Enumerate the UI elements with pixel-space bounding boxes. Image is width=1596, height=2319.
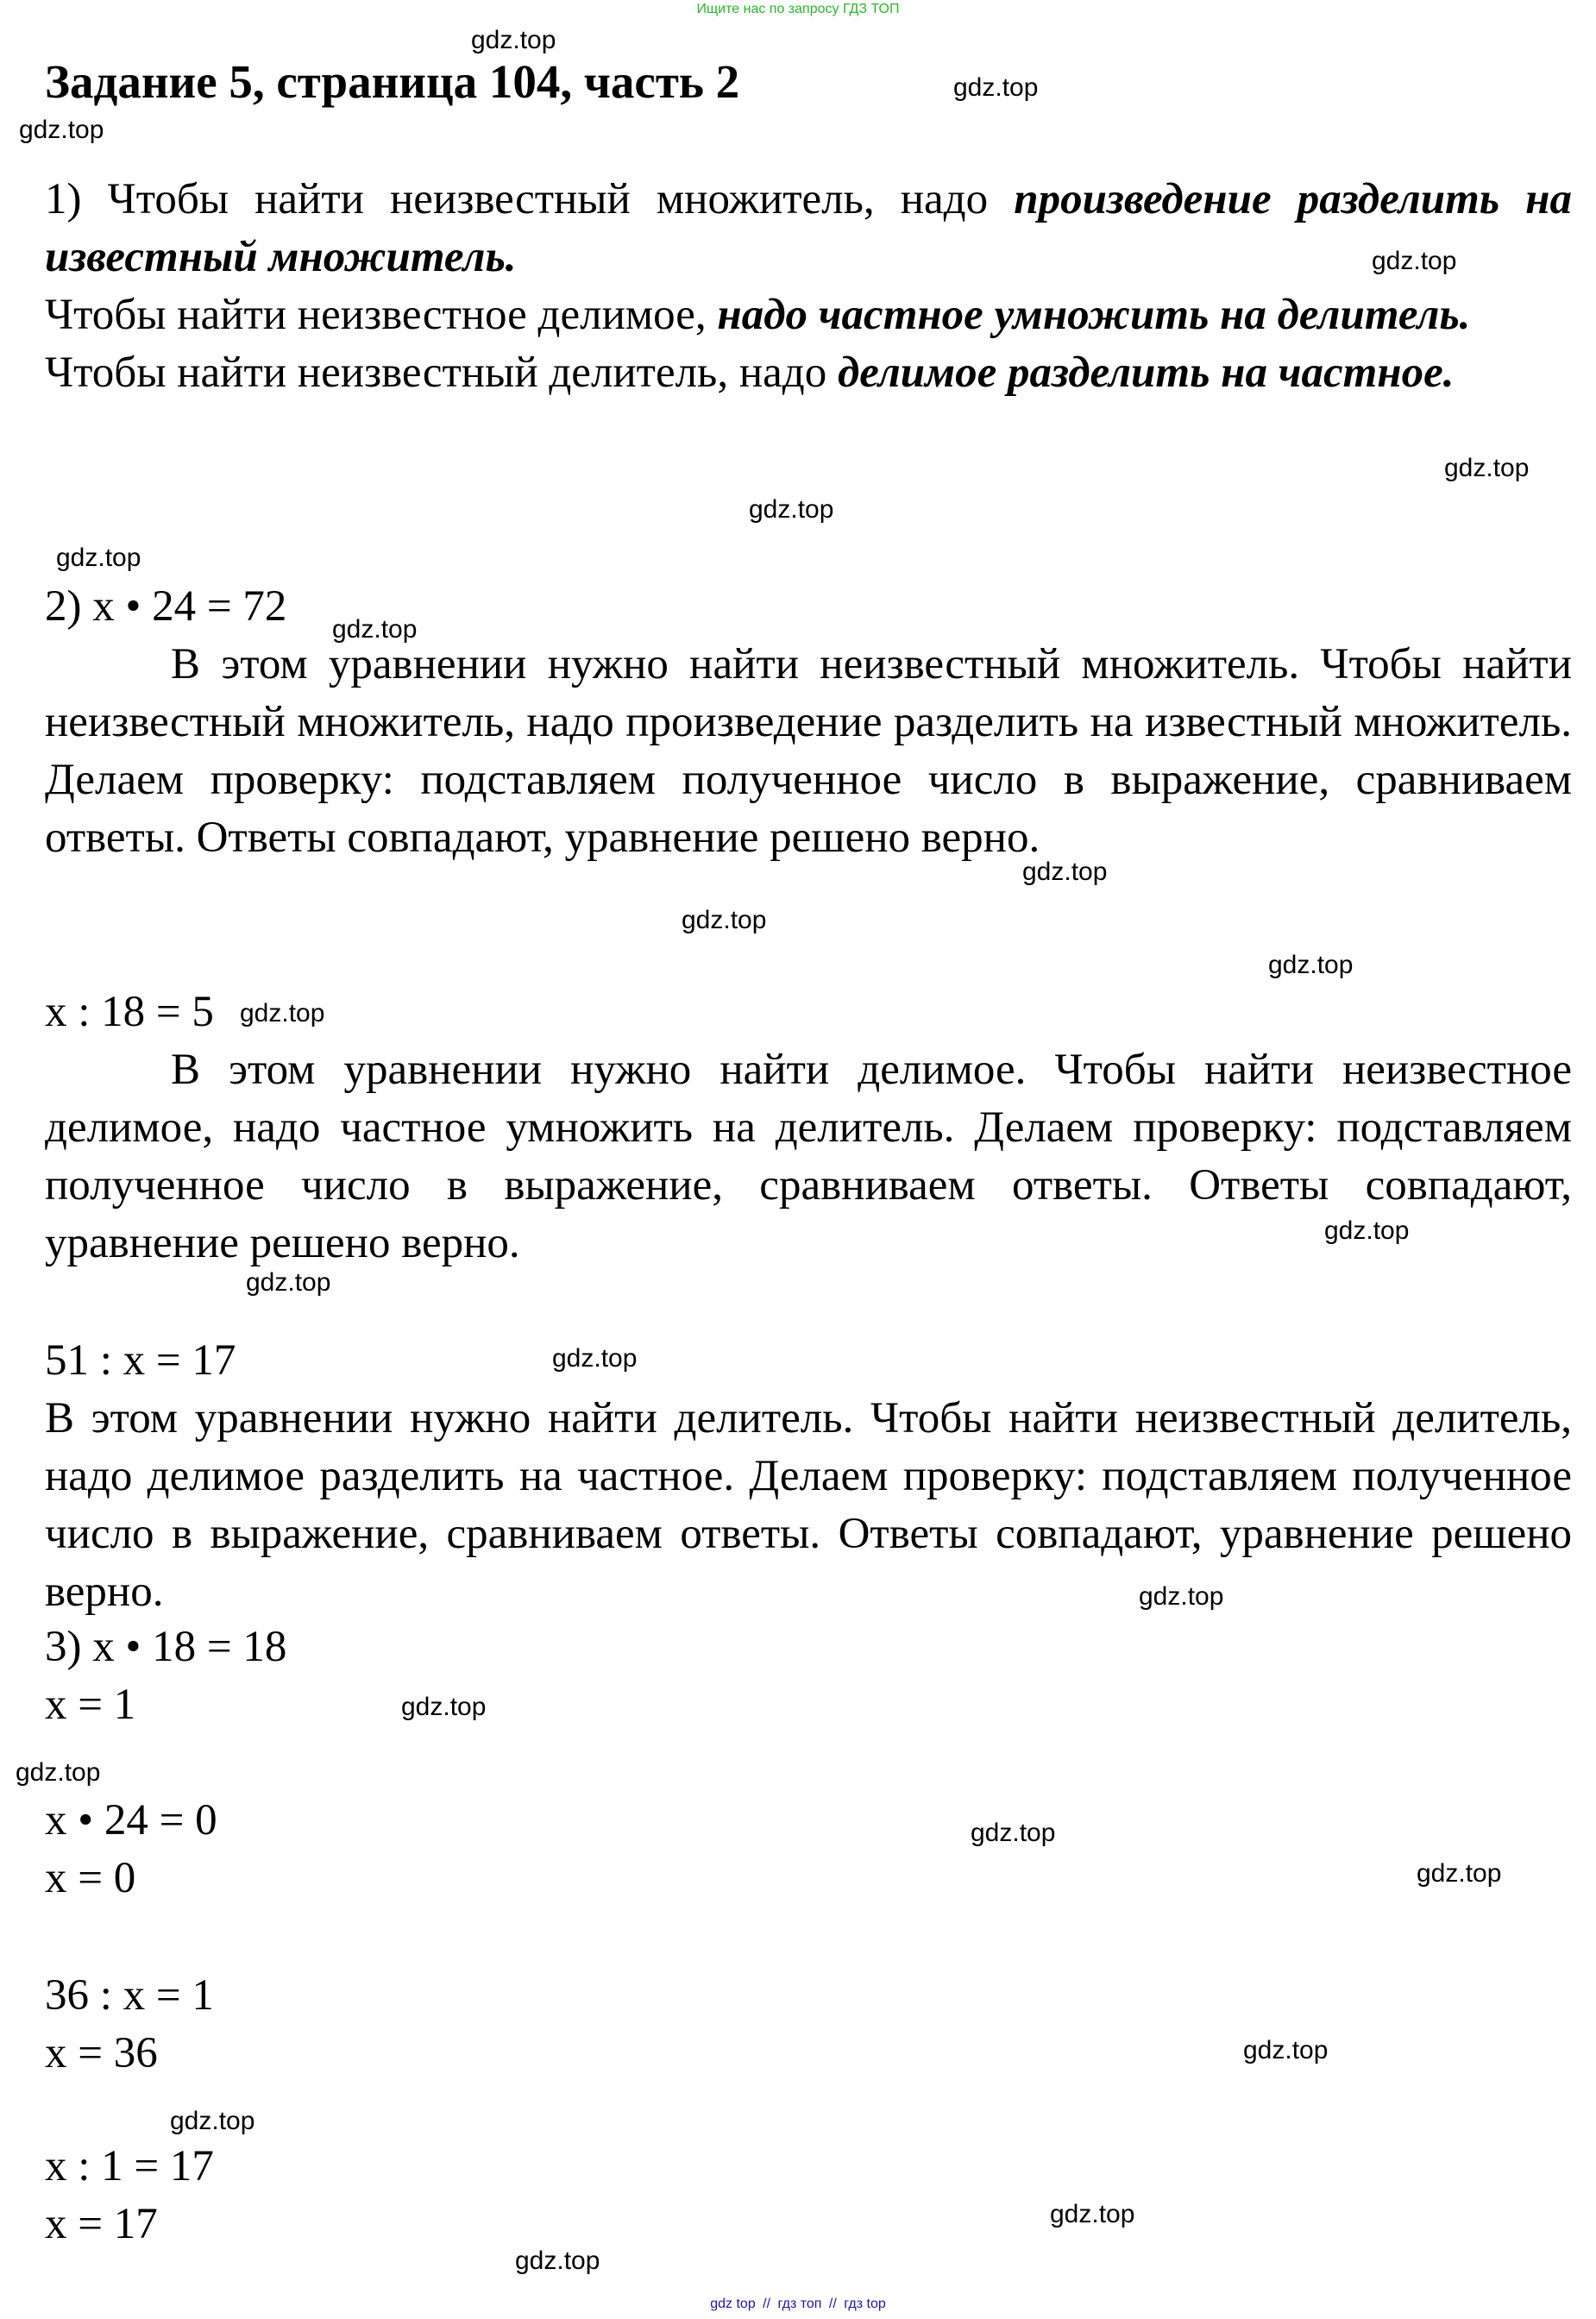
watermark: gdz.top [1022,858,1108,886]
watermark: gdz.top [1243,2036,1329,2064]
watermark: gdz.top [401,1693,487,1721]
watermark: gdz.top [552,1344,638,1373]
equation: 3) x • 18 = 18 [45,1623,287,1671]
footer-link[interactable]: гдз топ [777,2297,822,2311]
rule-divisor: Чтобы найти неизвестный делитель, надо делимое разделить на частное. [45,349,1455,397]
footer-link[interactable]: гдз top [844,2297,886,2311]
equation: x • 24 = 0 [45,1796,217,1845]
footer-link[interactable]: gdz top [710,2297,756,2311]
footer-separator: // [763,2297,771,2311]
watermark: gdz.top [749,495,834,524]
watermark: gdz.top [56,544,141,572]
part2-eq3 [45,1332,1572,1621]
equation: x : 1 = 17 [45,2142,214,2190]
part2-eq1 [45,578,1572,867]
watermark: gdz.top [515,2247,600,2275]
watermark: gdz.top [1417,1859,1502,1888]
part3-eq2 [45,1792,1572,1907]
watermark: gdz.top [1324,1216,1410,1245]
answer: x = 17 [45,2200,158,2248]
explanation: В этом уравнении нужно найти делитель. Чтобы найти неизвестный делитель, надо делимое разделить на частное. Делаем проверку: подставляем полученное число в выражение, сравниваем ответы. Ответы совпадают, уравнение решено верно. [45,1394,1572,1616]
watermark: gdz.top [971,1819,1056,1847]
equation: 51 : x = 17 [45,1336,236,1385]
watermark: gdz.top [682,906,767,934]
footer-links [0,2297,1596,2312]
answer: x = 1 [45,1681,136,1729]
watermark: gdz.top [19,116,104,144]
explanation: В этом уравнении нужно найти неизвестный множитель. Чтобы найти неизвестный множитель, надо произведение разделить на известный множитель. Делаем проверку: подставляем полученное число в выражение, сравниваем ответы. Ответы совпадают, уравнение решено верно. [45,640,1572,862]
footer-separator: // [828,2297,837,2311]
equation: 2) x • 24 = 72 [45,582,287,631]
equation: x : 18 = 5 [45,988,214,1036]
page-title: Задание 5, страница 104, часть 2 [45,55,740,108]
part3-eq4 [45,2138,1572,2253]
watermark: gdz.top [16,1758,101,1787]
rule-dividend: Чтобы найти неизвестное делимое, надо частное умножить на делитель. [45,291,1471,339]
watermark: gdz.top [246,1268,331,1297]
explanation: В этом уравнении нужно найти делимое. Чтобы найти неизвестное делимое, надо частное умножить на делитель. Делаем проверку: подставляем полученное число в выражение, сравниваем ответы. Ответы совпадают, уравнение решено верно. [45,1046,1572,1267]
watermark: gdz.top [1050,2200,1135,2228]
watermark: gdz.top [1372,247,1457,275]
part3-eq3 [45,1967,1572,2083]
watermark: gdz.top [1268,951,1354,979]
watermark: gdz.top [240,999,325,1028]
watermark: gdz.top [953,73,1039,102]
watermark: gdz.top [332,615,418,644]
answer: x = 36 [45,2029,158,2077]
part1-rules [45,171,1572,402]
watermark: gdz.top [471,26,556,54]
equation: 36 : x = 1 [45,1971,214,2020]
rule-multiplier: 1) Чтобы найти неизвестный множитель, надо произведение разделить на известный множитель. [45,175,1572,281]
top-banner: Ищите нас по запросу ГДЗ ТОП [696,2,900,16]
watermark: gdz.top [1444,454,1530,482]
watermark: gdz.top [1139,1582,1224,1611]
answer: x = 0 [45,1854,136,1902]
watermark: gdz.top [170,2107,255,2135]
part3-eq1 [45,1618,1572,1734]
